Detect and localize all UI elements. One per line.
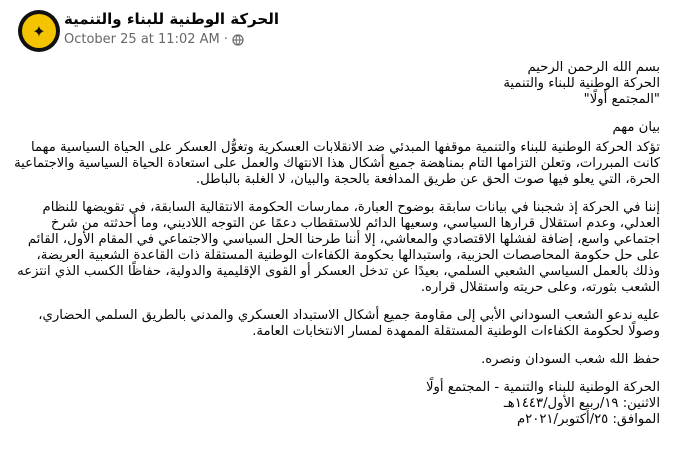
post-body [10,60,660,440]
globe-icon[interactable] [232,34,244,46]
post-header [0,6,678,52]
paragraph-2: إننا في الحركة إذ شجبنا في بيانات سابقة بوضوح العبارة، ممارسات الحكومة الانتقالية السابقة، في تقويضها للنظام العدلي، وعدم استقلال قرارها السياسي، وسعيها الدائم للاستقطاب دعمًا عن التوجه اللاديني، وما أحدثته من شرخ اجتماعي واسع، إضافة لفشلها الاقتصادي والمعاشي، إلا أننا طرحنا الحل السياسي والاجتماعي في المقام الأول، القائم على حل حكومة المحاصصات الحزبية، واستبدالها بحكومة الكفاءات الوطنية المستقلة ذات القاعدة الشعبية العريضة، وذلك بالعمل السياسي الشعبي السلمي، بعيدًا عن تدخل العسكر أو القوى الإقليمية والدولية، حفاظًا الكسب الذي انتزعه الشعب بثورته، وعلى حريته واستقلال قراره. [17,200,660,295]
opening-line: بسم الله الرحمن الرحيم [527,60,660,75]
date-gregorian: الموافق: ٢٥/أكتوبر/٢٠٢١م [517,412,660,427]
paragraph-1: تؤكد الحركة الوطنية للبناء والتنمية موقفها المبدئي ضد الانقلابات العسكرية وتغوُّل العسكر على الحياة السياسية مهما كانت المبررات، وتعلن التزامها التام بمناهضة جميع أشكال هذا الانتهاك والعمل على استعادة الحياة السياسية والاجتماعية الحرة، التي يعلو فيها صوت الحق عن طريق المدافعة بالحجة والبيان، لا الغلبة بالباطل. [14,140,660,187]
post-meta [64,32,244,47]
statement-title: بيان مهم [612,120,660,135]
page-name-link[interactable]: الحركة الوطنية للبناء والتنمية [64,10,279,28]
meta-separator: · [223,32,228,47]
paragraph-3: عليه ندعو الشعب السوداني الأبي إلى مقاومة جميع أشكال الاستبداد العسكري والمدني بالطريق السلمي الحضاري، وصولًا لحكومة الكفاءات الوطنية المستقلة الممهدة لمسار الانتخابات العامة. [38,308,660,339]
closing-line: حفظ الله شعب السودان ونصره. [481,352,660,367]
post-timestamp[interactable]: October 25 at 11:02 AM [64,32,220,47]
date-hijri: الاثنين: ١٩/ربيع الأول/١٤٤٣هـ [503,396,660,411]
opening-line: الحركة الوطنية للبناء والتنمية [503,76,660,91]
signature-block [10,380,660,428]
opening-line: "المجتمع أولًا" [583,92,660,107]
post-opening [10,60,660,108]
signature: الحركة الوطنية للبناء والتنمية - المجتمع أولًا [426,380,660,395]
logo-icon: ✦ [22,14,56,48]
page-avatar[interactable] [18,10,60,52]
